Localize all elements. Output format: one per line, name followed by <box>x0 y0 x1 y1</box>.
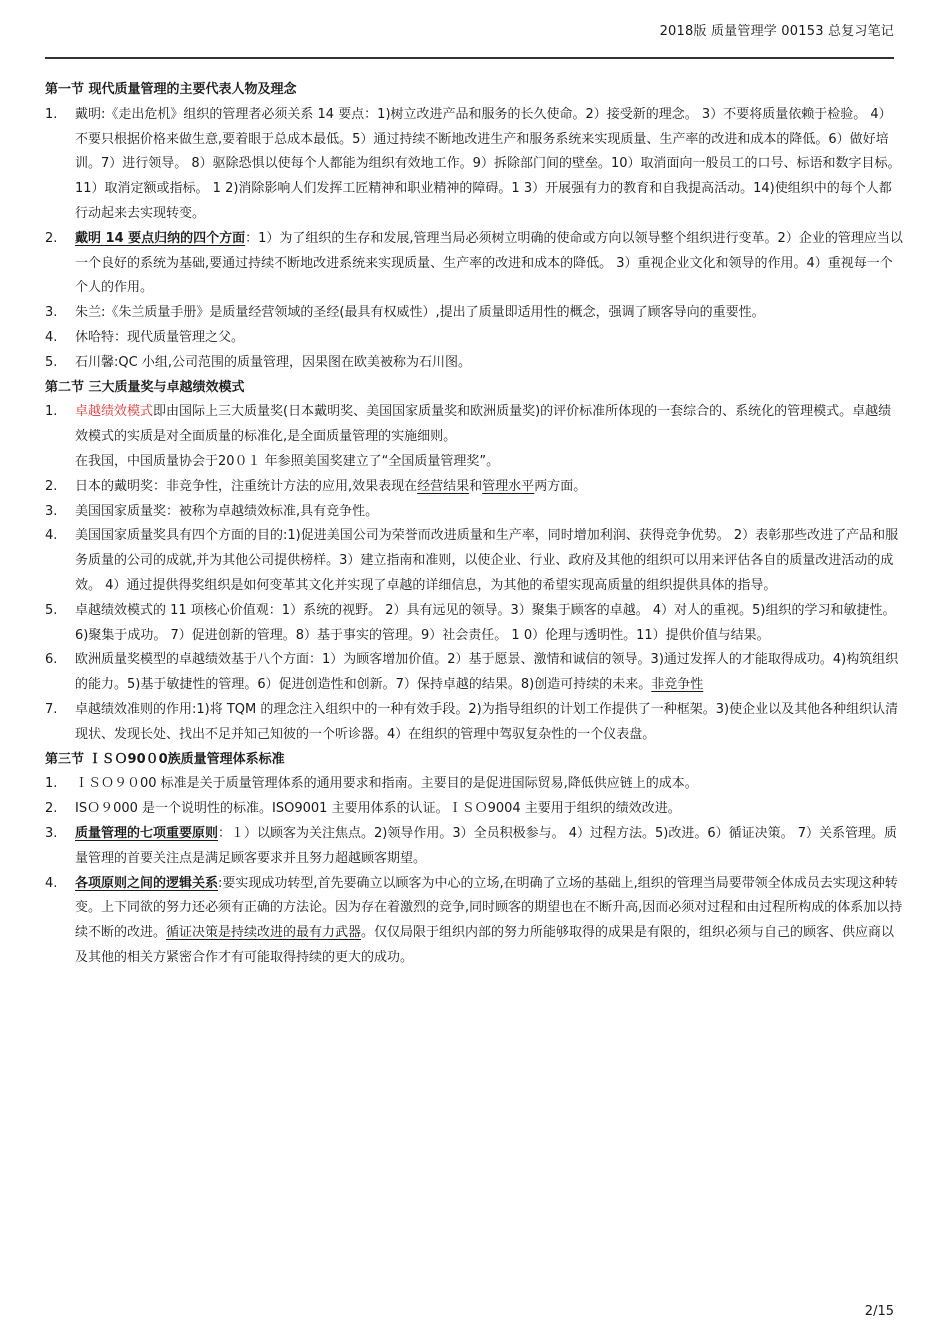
list-number: 2. <box>45 801 58 817</box>
list-item <box>45 500 903 525</box>
list-number: 2. <box>45 478 58 494</box>
page-number <box>865 1304 894 1319</box>
underlined-term: 管理水平 <box>482 478 535 494</box>
list-text: 美国国家质量奖：被称为卓越绩效标准,具有竞争性。 <box>75 503 379 519</box>
list-text: 石川馨:QC 小组,公司范围的质量管理，因果图在欧美被称为石川图。 <box>75 354 471 370</box>
list-item <box>45 301 903 326</box>
list-number: 3. <box>45 825 58 841</box>
list-item <box>45 822 903 872</box>
list-number: 2. <box>45 230 58 246</box>
list-number: 5. <box>45 602 58 618</box>
document-body <box>45 78 903 971</box>
list-text: 。仅仅局限于组织内部的努力所能够取得的成果是有限的，组织必须与自己的顾客、供应商以及其他的相关方紧密合作才有可能取得持续的更大的成功。 <box>75 925 895 965</box>
list-text: ISＯ９000 是一个说明性的标准。ISO9001 主要用体系的认证。ＩＳＯ9004 主要用于组织的绩效改进。 <box>75 801 681 817</box>
list-number: 4. <box>45 875 58 891</box>
list-text: 朱兰:《朱兰质量手册》是质量经营领域的圣经(最具有权威性）,提出了质量即适用性的概念，强调了顾客导向的重要性。 <box>75 305 765 321</box>
list-number: 4. <box>45 329 58 345</box>
section-title-2: 第二节 三大质量奖与卓越绩效模式 <box>45 379 245 395</box>
list-number: 3. <box>45 503 58 519</box>
list-lead-term: 质量管理的七项重要原则 <box>75 825 219 841</box>
list-item-continuation: 在我国，中国质量协会于20０１ 年参照美国奖建立了“全国质量管理奖”。 <box>75 453 500 469</box>
list-text: 即由国际上三大质量奖(日本戴明奖、美国国家质量奖和欧洲质量奖)的评价标准所体现的一套综合的、系统化的管理模式。卓越绩效模式的实质是对全面质量的标准化,是全面质量管理的实施细则。 <box>75 404 892 445</box>
underlined-term: 循证决策是持续改进的最有力武器 <box>166 925 362 941</box>
total-pages: 15 <box>877 1304 894 1319</box>
highlighted-term: 卓越绩效模式 <box>75 404 154 420</box>
page-separator: / <box>873 1304 878 1319</box>
list-number: 5. <box>45 354 58 370</box>
list-number: 1. <box>45 404 58 420</box>
underlined-term: 经营结果 <box>417 478 470 494</box>
list-lead-term: 各项原则之间的逻辑关系 <box>75 875 219 891</box>
list-text: 和 <box>469 478 483 494</box>
list-text: ：1）为了组织的生存和发展,管理当局必须树立明确的使命或方向以领导整个组织进行变革。2）企业的管理应当以一个良好的系统为基础,要通过持续不断地改进系统来实现质量、生产率的改进和成本的降低。 3）重视企业文化和领导的作用。4）重视每一个个人的作用。 <box>75 230 903 296</box>
list-item <box>45 797 903 822</box>
list-item <box>45 351 903 376</box>
list-text: 两方面。 <box>534 478 587 494</box>
list-item <box>45 103 903 227</box>
list-text: 卓越绩效准则的作用:1)将 TQM 的理念注入组织中的一种有效手段。2)为指导组织的计划工作提供了一种框架。3)使企业以及其他各种组织认清现状、发现长处、找出不足并知己知彼的一个听诊器。4）在组织的管理中驾驭复杂性的一个仪表盘。 <box>75 701 899 742</box>
list-number: 4. <box>45 528 58 544</box>
list-text: 日本的戴明奖：非竞争性，注重统计方法的应用,效果表现在 <box>75 478 418 494</box>
list-text: ＩＳＯ９０00 标准是关于质量管理体系的通用要求和指南。主要目的是促进国际贸易,降低供应链上的成本。 <box>75 776 698 792</box>
list-item <box>45 400 903 450</box>
document-header-title: 2018版 质量管理学 00153 总复习笔记 <box>659 24 894 39</box>
list-number: 1. <box>45 106 58 122</box>
list-item <box>45 475 903 500</box>
list-number: 3. <box>45 305 58 321</box>
list-item <box>45 227 903 301</box>
list-lead-term: 戴明 14 要点归纳的四个方面 <box>75 230 246 246</box>
list-item <box>45 772 903 797</box>
list-number: 6. <box>45 652 58 668</box>
list-text: :要实现成功转型,首先要确立以顾客为中心的立场,在明确了立场的基础上,组织的管理当局要带领全体成员去实现这种转变。上下同欲的努力还必须有正确的方法论。因为存在着激烈的竞争,同时顾客的期望也在不断升高,因而必须对过程和由过程所构成的体系加以持续不断的改进。 <box>75 875 903 941</box>
list-number: 7. <box>45 701 58 717</box>
list-text: 美国国家质量奖具有四个方面的目的:1)促进美国公司为荣誉而改进质量和生产率，同时增加利润、获得竞争优势。 2）表彰那些改进了产品和服务质量的公司的成就,并为其他公司提供榜样。3）建立指南和准则，以使企业、行业、政府及其他的组织可以用来评估各自的质量改进活动的成效。 4）通过提供得奖组织是如何变革其文化并实现了卓越的详细信息，为其他的希望实现高质量的组织提供具体的指导。 <box>75 528 899 593</box>
section-title-3: 第三节 ＩＳＯ90０0族质量管理体系标准 <box>45 751 285 767</box>
current-page: 2 <box>864 1304 874 1319</box>
list-item <box>45 648 903 698</box>
list-text: 休哈特：现代质量管理之父。 <box>75 329 245 345</box>
list-text: ：１）以顾客为关注焦点。2)领导作用。3）全员积极参与。 4）过程方法。5)改进。6）循证决策。 7）关系管理。质量管理的首要关注点是满足顾客要求并且努力超越顾客期望。 <box>75 825 898 866</box>
section-title-1: 第一节 现代质量管理的主要代表人物及理念 <box>45 82 297 97</box>
list-number: 1. <box>45 776 58 792</box>
list-item <box>45 872 903 971</box>
list-item <box>45 599 903 649</box>
header-divider <box>45 57 894 59</box>
list-item <box>45 524 903 598</box>
list-item <box>45 698 903 748</box>
list-text: 卓越绩效模式的 11 项核心价值观：1）系统的视野。 2）具有远见的领导。3）聚集于顾客的卓越。 4）对人的重视。5)组织的学习和敏捷性。6)聚集于成功。 7）促进创新的管理。8）基于事实的管理。9）社会责任。 1 0）伦理与透明性。11）提供价值与结果。 <box>75 602 896 643</box>
underlined-term: 非竞争性 <box>651 677 704 693</box>
list-item <box>45 326 903 351</box>
list-text: 欧洲质量奖模型的卓越绩效基于八个方面：1）为顾客增加价值。2）基于愿景、激情和诚信的领导。3)通过发挥人的才能取得成功。4)构筑组织的能力。5)基于敏捷性的管理。6）促进创造性和创新。7）保持卓越的结果。8)创造可持续的未来。 <box>75 652 899 693</box>
list-text: 戴明:《走出危机》组织的管理者必须关系 14 要点：1)树立改进产品和服务的长久使命。2）接受新的理念。 3）不要将质量依赖于检验。 4）不要只根据价格来做生意,要着眼于总成本最低。5）通过持续不断地改进生产和服务系统来实现质量、生产率的改进和成本的降低。6）做好培训。7）进行领导。 8）驱除恐惧以使每个人都能为组织有效地工作。9）拆除部门间的壁垒。10）取消面向一般员工的口号、标语和数字目标。11）取消定额或指标。 1 2)消除影响人们发挥工匠精神和职业精神的障碍。1 3）开展强有力的教育和自我提高活动。14)使组织中的每个人都行动起来去实现转变。 <box>75 106 901 221</box>
